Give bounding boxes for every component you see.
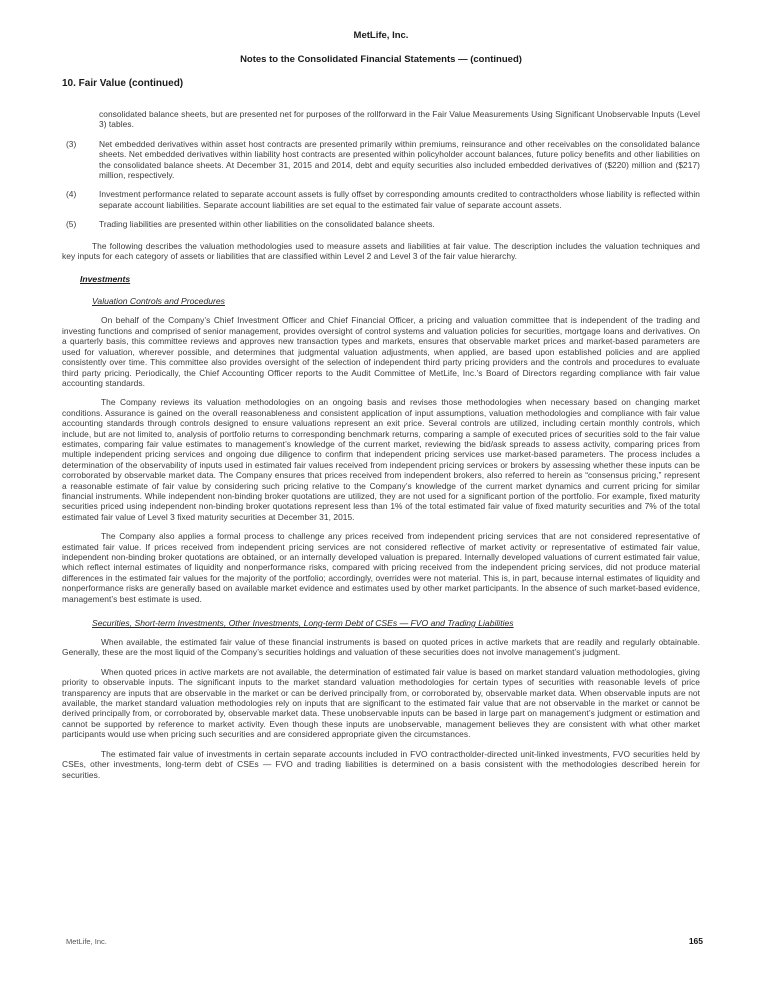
footnote-text: Investment performance related to separate account assets is fully offset by corresponding amounts credited to contractholders whose liability is reflected within separate account liabilities. Separate account liabilities are set equal to the estimated fair value of separate account assets. xyxy=(99,189,700,210)
investments-heading: Investments xyxy=(80,274,131,285)
footer-page-number: 165 xyxy=(688,936,703,946)
valuation-paragraph-1: On behalf of the Company’s Chief Investment Officer and Chief Financial Officer, a pricing and valuation committee that is independent of the trading and investing functions and comprised of senior management, provides oversight of control systems and valuation policies for securities, mortgage loans and derivatives. On a quarterly basis, this committee reviews and approves new transaction types and markets, ensures that observable market prices and market-based parameters are used for valuation, wherever possible, and determines that judgmental valuation adjustments, when applied, are based upon established policies and are applied consistently over time. This committee also provides oversight of the selection of independent third party pricing providers and the controls and procedures to evaluate third party pricing. Periodically, the Chief Accounting Officer reports to the Audit Committee of MetLife, Inc.’s Board of Directors regarding compliance with fair value accounting standards. xyxy=(62,315,700,388)
securities-paragraph-2: When quoted prices in active markets are not available, the determination of estimated fair value is based on market standard valuation methodologies, giving priority to observable inputs. The significant inputs to the market standard valuation methodologies for certain types of securities with reasonable levels of price transparency are inputs that are observable in the market or can be derived principally from, or corroborated by, observable market data. When observable inputs are not available, the market standard valuation methodologies rely on inputs that are significant to the estimated fair value that are not observable in the market or cannot be derived principally from, or corroborated by, observable market data. These unobservable inputs can be based in large part on management’s judgment or estimation and cannot be supported by reference to market activity. Even though these inputs are unobservable, management believes they are consistent with what other market participants would use when pricing such securities and are considered appropriate given the circumstances. xyxy=(62,666,700,740)
footnote-item xyxy=(62,189,700,210)
page-footer xyxy=(66,936,703,946)
footer-company: MetLife, Inc. xyxy=(66,937,107,946)
continuation-paragraph: consolidated balance sheets, but are presented net for purposes of the rollforward in the Fair Value Measurements Using Significant Unobservable Inputs (Level 3) tables. xyxy=(99,109,700,130)
securities-paragraph-1: When available, the estimated fair value of these financial instruments is based on quoted prices in active markets that are readily and regularly obtainable. Generally, these are the most liquid of the Company’s securities holdings and valuation of these securities does not involve management’s judgment. xyxy=(62,637,700,658)
valuation-controls-heading: Valuation Controls and Procedures xyxy=(92,296,225,307)
intro-paragraph: The following describes the valuation methodologies used to measure assets and liabilities at fair value. The description includes the valuation techniques and key inputs for each category of assets or liabilities that are classified within Level 2 and Level 3 of the fair value hierarchy. xyxy=(62,240,700,262)
footnote-text: Net embedded derivatives within asset host contracts are presented primarily within premiums, reinsurance and other receivables on the consolidated balance sheets. Net embedded derivatives within liability host contracts are presented within policyholder account balances, future policy benefits and other liabilities on the consolidated balance sheets. At December 31, 2015 and 2014, debt and equity securities also included embedded derivatives of ($220) million and ($217) million, respectively. xyxy=(99,138,700,181)
footnote-item xyxy=(62,219,700,229)
document-title: Notes to the Consolidated Financial Statements — (continued) xyxy=(240,54,522,65)
valuation-paragraph-3: The Company also applies a formal process to challenge any prices received from independent pricing services that are not considered representative of estimated fair value. If prices received from independent pricing services are not considered reflective of market activity or representative of estimated fair value, independent non-binding broker quotations are obtained, or an internally developed valuation is prepared. Internally developed valuations of current estimated fair value, which reflect internal estimates of liquidity and nonperformance risks, compared with pricing received from the independent pricing services, did not produce material differences in the estimated fair values for the majority of the portfolio; accordingly, overrides were not material. This is, in part, because internal estimates of liquidity and nonperformance risks are generally based on available market evidence and estimates used by other market participants. In the absence of such market-based evidence, management’s best estimate is used. xyxy=(62,531,700,604)
securities-heading: Securities, Short-term Investments, Other Investments, Long-term Debt of CSEs — FVO and Trading Liabilities xyxy=(92,618,514,629)
footnote-text: Trading liabilities are presented within other liabilities on the consolidated balance sheets. xyxy=(99,219,435,230)
footnote-list xyxy=(62,139,700,230)
footnote-number: (5) xyxy=(66,219,77,230)
footnote-number: (4) xyxy=(66,189,77,200)
footnote-number: (3) xyxy=(66,138,77,149)
section-heading: 10. Fair Value (continued) xyxy=(62,78,184,89)
valuation-paragraph-2: The Company reviews its valuation methodologies on an ongoing basis and revises those methodologies when necessary based on changing market conditions. Assurance is gained on the overall reasonableness and consistent application of input assumptions, valuation methodologies and compliance with fair value accounting standards through controls designed to ensure valuations represent an exit price. Several controls are utilized, including certain monthly controls, which include, but are not limited to, analysis of portfolio returns to corresponding benchmark returns, comparing a sample of executed prices of securities sold to the fair value estimates, comparing fair value estimates to management’s knowledge of the current market, reviewing the bid/ask spreads to assess activity, comparing prices from multiple independent pricing services and ongoing due diligence to confirm that independent pricing services use market-based parameters. The process includes a determination of the observability of inputs used in estimated fair values received from independent pricing services or brokers by assessing whether these inputs can be corroborated by observable market data. The Company ensures that prices received from independent brokers, also referred to herein as “consensus pricing,” represent a reasonable estimate of fair value by considering such pricing relative to the Company’s knowledge of the current market dynamics and current pricing for similar financial instruments. While independent non-binding broker quotations are utilized, they are not used for a significant portion of the portfolio. For example, fixed maturity securities priced using independent non-binding broker quotations represent less than 1% of the total estimated fair value of fixed maturity securities and 7% of the total estimated fair value of Level 3 fixed maturity securities at December 31, 2015. xyxy=(62,397,700,522)
footnote-item xyxy=(62,139,700,181)
company-title: MetLife, Inc. xyxy=(353,30,409,41)
securities-paragraph-3: The estimated fair value of investments in certain separate accounts included in FVO contractholder-directed unit-linked investments, FVO securities held by CSEs, other investments, long-term debt of CSEs — FVO and trading liabilities is determined on a basis consistent with the methodologies described herein for securities. xyxy=(62,748,700,780)
